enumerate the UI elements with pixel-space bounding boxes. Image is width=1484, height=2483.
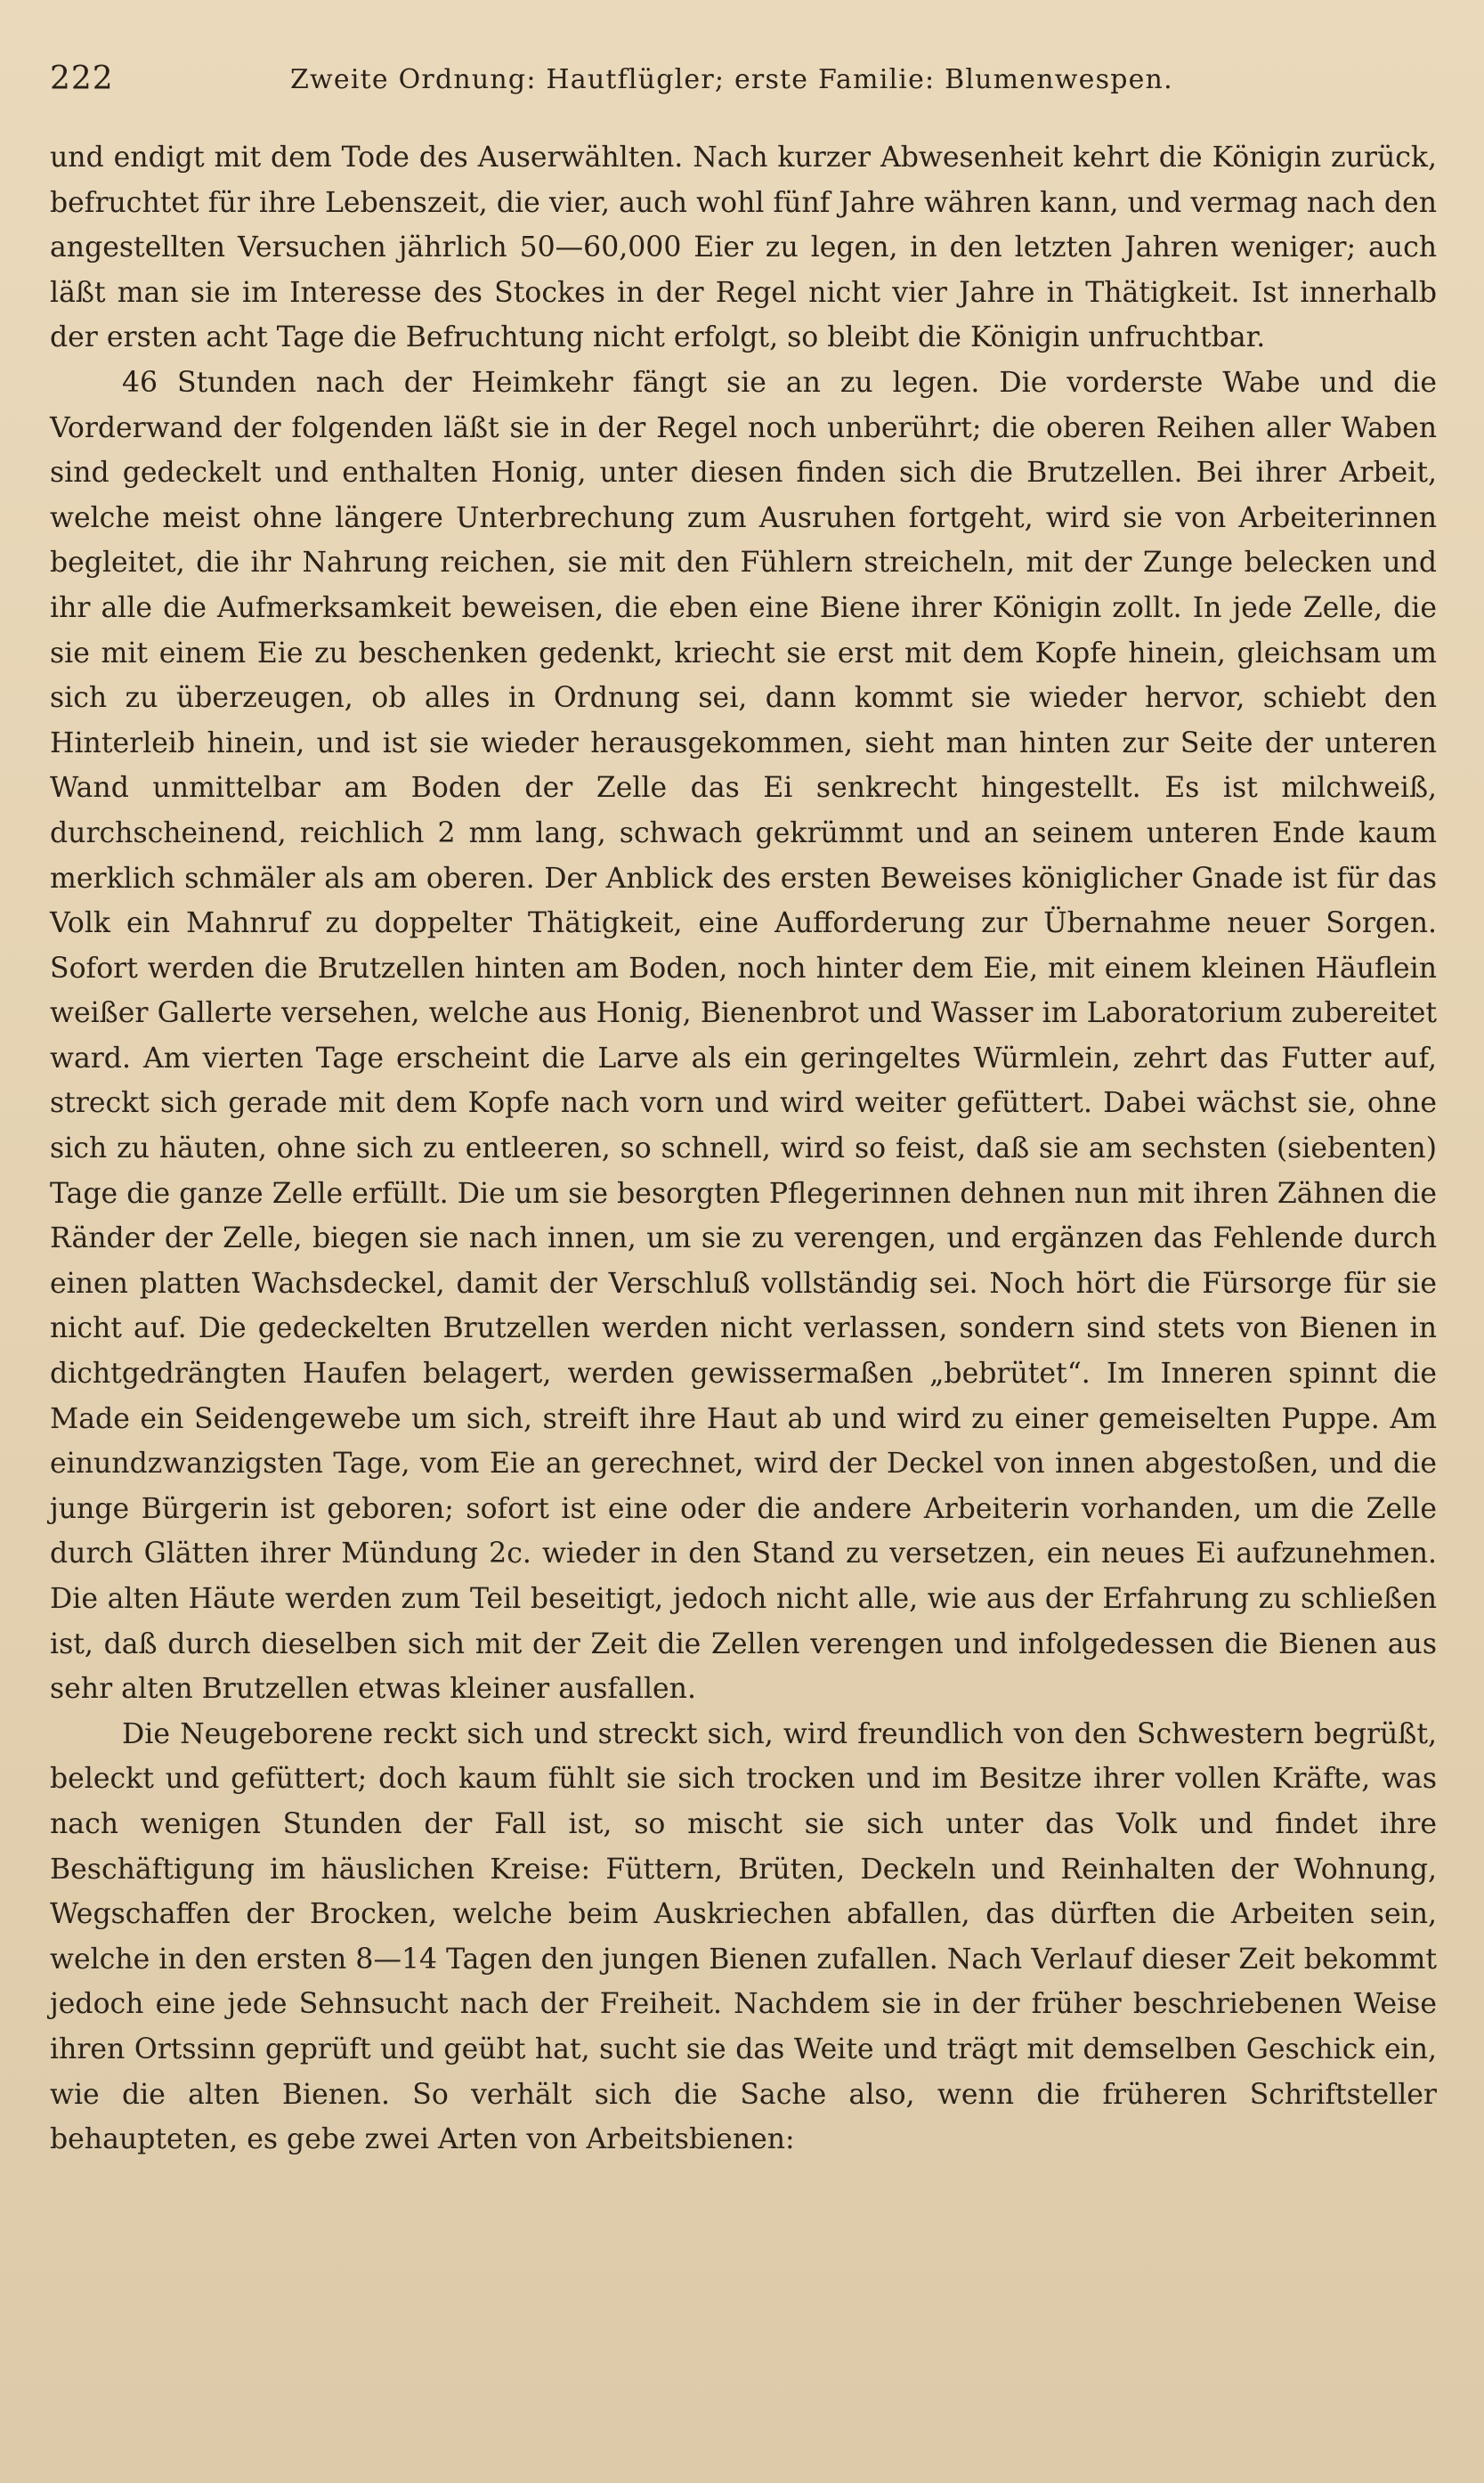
page-number: 222 (50, 61, 114, 97)
running-head (50, 61, 1434, 110)
paragraph-egg-laying: 46 Stunden nach der Heimkehr fängt sie an zu legen. Die vorderste Wabe und die Vorderwand der folgenden läßt sie in der Regel noch unberührt; die oberen Reihen aller Waben sind gedeckelt und enthalten Honig, unter diesen finden sich die Brutzellen. Bei ihrer Arbeit, welche meist ohne längere Unterbrechung zum Ausruhen fortgeht, wird sie von Arbeiterinnen begleitet, die ihr Nahrung reichen, sie mit den Fühlern streicheln, mit der Zunge belecken und ihr alle die Aufmerksamkeit beweisen, die eben eine Biene ihrer Königin zollt. In jede Zelle, die sie mit einem Eie zu beschenken gedenkt, kriecht sie erst mit dem Kopfe hinein, gleichsam um sich zu überzeugen, ob alles in Ordnung sei, dann kommt sie wieder hervor, schiebt den Hinterleib hinein, und ist sie wieder herausgekommen, sieht man hinten zur Seite der unteren Wand unmittelbar am Boden der Zelle das Ei senkrecht hingestellt. Es ist milchweiß, durchscheinend, reichlich 2 mm lang, schwach gekrümmt und an seinem unteren Ende kaum merklich schmäler als am oberen. Der Anblick des ersten Beweises königlicher Gnade ist für das Volk ein Mahnruf zu doppelter Thätigkeit, eine Aufforderung zur Übernahme neuer Sorgen. Sofort werden die Brutzellen hinten am Boden, noch hinter dem Eie, mit einem kleinen Häuflein weißer Gallerte versehen, welche aus Honig, Bienenbrot und Wasser im Laboratorium zubereitet ward. Am vierten Tage erscheint die Larve als ein geringeltes Würmlein, zehrt das Futter auf, streckt sich gerade mit dem Kopfe nach vorn und wird weiter gefüttert. Dabei wächst sie, ohne sich zu häuten, ohne sich zu entleeren, so schnell, wird so feist, daß sie am sechsten (siebenten) Tage die ganze Zelle erfüllt. Die um sie besorgten Pflegerinnen dehnen nun mit ihren Zähnen die Ränder der Zelle, biegen sie nach innen, um sie zu verengen, und ergänzen das Fehlende durch einen platten Wachsdeckel, damit der Verschluß vollständig sei. Noch hört die Fürsorge für sie nicht auf. Die gedeckelten Brutzellen werden nicht verlassen, sondern sind stets von Bienen in dichtgedrängten Haufen belagert, werden gewissermaßen „bebrütet“. Im Inneren spinnt die Made ein Seidengewebe um sich, streift ihre Haut ab und wird zu einer gemeiselten Puppe. Am einundzwanzigsten Tage, vom Eie an gerechnet, wird der Deckel von innen abgestoßen, und die junge Bürgerin ist geboren; sofort ist eine oder die andere Arbeiterin vorhanden, um die Zelle durch Glätten ihrer Mündung 2c. wieder in den Stand zu versetzen, ein neues Ei aufzunehmen. Die alten Häute werden zum Teil beseitigt, jedoch nicht alle, wie aus der Erfahrung zu schließen ist, daß durch dieselben sich mit der Zeit die Zellen verengen und infolgedessen die Bienen aus sehr alten Brutzellen etwas kleiner ausfallen. (50, 366, 1437, 1706)
running-title: Zweite Ordnung: Hautflügler; erste Familie: Blumenwespen. (290, 64, 1173, 95)
paragraph-newborn-bee: Die Neugeborene reckt sich und streckt sich, wird freundlich von den Schwestern begrüßt, beleckt und gefüttert; doch kaum fühlt sie sich trocken und im Besitze ihrer vollen Kräfte, was nach wenigen Stunden der Fall ist, so mischt sie sich unter das Volk und findet ihre Beschäftigung im häuslichen Kreise: Füttern, Brüten, Deckeln und Reinhalten der Wohnung, Wegschaffen der Brocken, welche beim Auskriechen abfallen, das dürften die Arbeiten sein, welche in den ersten 8—14 Tagen den jungen Bienen zufallen. Nach Verlauf dieser Zeit bekommt jedoch eine jede Sehnsucht nach der Freiheit. Nachdem sie in der früher beschriebenen Weise ihren Ortssinn geprüft und geübt hat, sucht sie das Weite und trägt mit demselben Geschick ein, wie die alten Bienen. So verhält sich die Sache also, wenn die früheren Schriftsteller behaupteten, es gebe zwei Arten von Arbeitsbienen: (50, 1717, 1437, 2156)
paragraph-continued: und endigt mit dem Tode des Auserwählten. Nach kurzer Abwesenheit kehrt die Königin zurück, befruchtet für ihre Lebenszeit, die vier, auch wohl fünf Jahre währen kann, und vermag nach den angestellten Versuchen jährlich 50—60,000 Eier zu legen, in den letzten Jahren weniger; auch läßt man sie im Interesse des Stockes in der Regel nicht vier Jahre in Thätigkeit. Ist innerhalb der ersten acht Tage die Befruchtung nicht erfolgt, so bleibt die Königin unfruchtbar. (50, 142, 1437, 354)
body-text (50, 135, 1437, 2162)
